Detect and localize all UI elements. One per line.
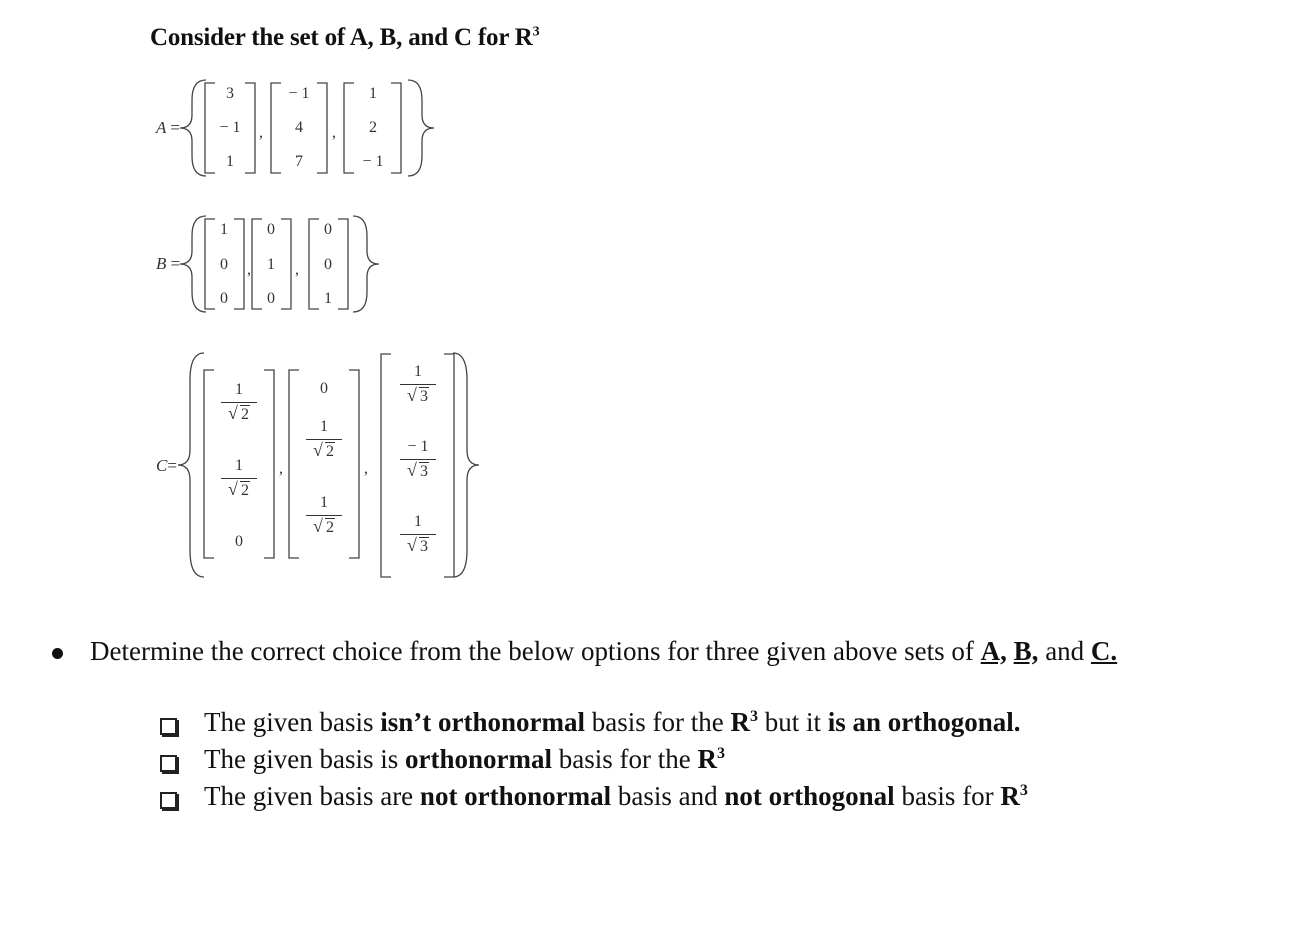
- matrix-cell: − 1: [288, 85, 310, 102]
- set-b-equals: =: [170, 254, 181, 273]
- bullet-icon: [52, 648, 63, 659]
- fraction: [302, 494, 346, 537]
- matrix-cell: 0: [235, 533, 243, 550]
- fraction-bar: [221, 478, 257, 479]
- matrix-cell: 1: [267, 256, 275, 273]
- question-set-b: B,: [1013, 636, 1039, 666]
- fraction-denominator: [217, 406, 261, 424]
- option-2-text: [204, 744, 725, 775]
- set-a-letter: A: [156, 118, 167, 137]
- sqrt-symbol: [228, 482, 250, 500]
- fraction: [396, 438, 440, 481]
- sqrt-symbol: [313, 519, 335, 537]
- set-b-label: [156, 254, 180, 274]
- option-bold-part: not orthonormal: [419, 781, 612, 811]
- fraction-numerator: 1: [414, 513, 422, 530]
- option-text-part: The given basis are: [204, 781, 420, 811]
- fraction-numerator: 1: [235, 381, 243, 398]
- option-text-part: basis for: [894, 781, 1001, 811]
- fraction: [217, 457, 261, 500]
- radicand: 3: [420, 463, 428, 480]
- matrix-cell: 4: [295, 119, 303, 136]
- matrix-cell: 1: [324, 290, 332, 307]
- fraction-numerator: 1: [320, 494, 328, 511]
- option-bold-part: not orthogonal: [724, 781, 895, 811]
- sqrt-symbol: [407, 538, 429, 556]
- fraction-bar: [221, 402, 257, 403]
- fraction-bar: [306, 439, 342, 440]
- radicand: 2: [326, 519, 334, 536]
- checkbox-icon[interactable]: [160, 755, 177, 772]
- option-bold-part: R: [697, 744, 717, 774]
- fraction: [396, 363, 440, 406]
- fraction-denominator: [217, 482, 261, 500]
- comma: ,: [259, 124, 263, 141]
- fraction: [396, 513, 440, 556]
- question-and: and: [1038, 636, 1091, 666]
- set-c-label: [156, 456, 177, 476]
- option-text-part: basis for the: [551, 744, 698, 774]
- fraction-denominator: [396, 463, 440, 481]
- sqrt-symbol: [313, 443, 335, 461]
- radicand: 2: [326, 443, 334, 460]
- matrix-cell: 3: [226, 85, 234, 102]
- sqrt-symbol: [407, 388, 429, 406]
- radicand: 2: [241, 406, 249, 423]
- option-bold-part: orthonormal: [404, 744, 552, 774]
- option-text-part: but it: [757, 707, 828, 737]
- sqrt-symbol: [228, 406, 250, 424]
- matrix-cell: 0: [324, 221, 332, 238]
- title-text: Consider the set of A, B, and C for R: [150, 24, 533, 51]
- set-a-equals: =: [170, 118, 180, 137]
- fraction-bar: [400, 534, 436, 535]
- matrix-cell: 0: [267, 221, 275, 238]
- set-a-label: [156, 118, 180, 138]
- comma: ,: [295, 261, 299, 278]
- radicand: 2: [241, 482, 249, 499]
- fraction-denominator: [302, 443, 346, 461]
- radicand: 3: [420, 388, 428, 405]
- fraction-denominator: [396, 388, 440, 406]
- matrix-cell: 7: [295, 153, 303, 170]
- question-text: [90, 636, 1117, 667]
- comma: ,: [247, 261, 251, 278]
- fraction-denominator: [302, 519, 346, 537]
- comma: ,: [332, 124, 336, 141]
- fraction-numerator: 1: [235, 457, 243, 474]
- option-bold-part: R: [730, 707, 750, 737]
- page-title: [150, 24, 539, 52]
- matrix-cell: 0: [220, 256, 228, 273]
- fraction-bar: [400, 459, 436, 460]
- matrix-cell: 1: [226, 153, 234, 170]
- checkbox-icon[interactable]: [160, 792, 177, 809]
- fraction: [302, 418, 346, 461]
- fraction-bar: [306, 515, 342, 516]
- option-3-text: [204, 781, 1028, 812]
- option-bold-part: isn’t orthonormal: [380, 707, 585, 737]
- option-superscript: 3: [716, 745, 725, 762]
- comma: ,: [279, 460, 283, 477]
- option-1-text: [204, 707, 1021, 738]
- option-bold-part: is an orthogonal.: [827, 707, 1021, 737]
- option-superscript: 3: [749, 708, 758, 725]
- matrix-cell: − 1: [219, 119, 241, 136]
- matrix-cell: 1: [369, 85, 377, 102]
- comma: ,: [364, 460, 368, 477]
- option-text-part: basis for the: [584, 707, 731, 737]
- option-bold-part: R: [1000, 781, 1020, 811]
- set-c-letter: C: [156, 456, 168, 475]
- set-b-letter: B: [156, 254, 167, 273]
- fraction: [217, 381, 261, 424]
- fraction-denominator: [396, 538, 440, 556]
- matrix-cell: − 1: [362, 153, 384, 170]
- radicand: 3: [420, 538, 428, 555]
- sqrt-symbol: [407, 463, 429, 481]
- question-set-a: A,: [980, 636, 1007, 666]
- question-body: Determine the correct choice from the below options for three given above sets of: [90, 636, 981, 666]
- matrix-cell: 2: [369, 119, 377, 136]
- matrix-cell: 0: [320, 380, 328, 397]
- matrix-cell: 1: [220, 221, 228, 238]
- set-c-equals: =: [167, 456, 177, 475]
- checkbox-icon[interactable]: [160, 718, 177, 735]
- matrix-cell: 0: [220, 290, 228, 307]
- fraction-numerator: − 1: [407, 438, 429, 455]
- matrix-cell: 0: [267, 290, 275, 307]
- fraction-numerator: 1: [414, 363, 422, 380]
- option-text-part: The given basis is: [204, 744, 405, 774]
- question-set-c: C.: [1090, 636, 1118, 666]
- option-superscript: 3: [1019, 782, 1028, 799]
- matrix-cell: 0: [324, 256, 332, 273]
- option-text-part: The given basis: [204, 707, 381, 737]
- fraction-numerator: 1: [320, 418, 328, 435]
- option-text-part: basis and: [611, 781, 725, 811]
- fraction-bar: [400, 384, 436, 385]
- title-superscript: 3: [532, 24, 540, 40]
